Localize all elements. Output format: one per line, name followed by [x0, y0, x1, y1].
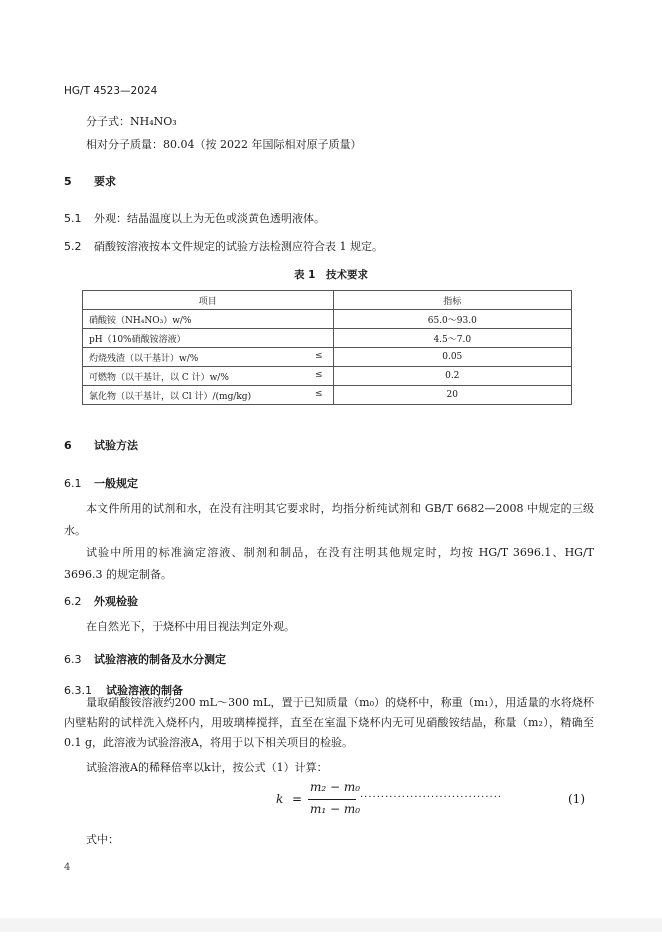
column-header-item: 项目	[83, 291, 334, 310]
section-title: 外观检验	[94, 595, 138, 608]
item-label: pH（10%硝酸铵溶液）	[89, 334, 186, 345]
section-title: 试验方法	[94, 439, 138, 452]
row-value: 65.0～93.0	[333, 310, 571, 329]
section-number: 6.3	[64, 653, 82, 666]
row-value: 20	[333, 386, 571, 405]
section-text: 外观：结晶温度以上为无色或淡黄色透明液体。	[94, 212, 325, 225]
spec-table	[82, 290, 572, 405]
paragraph-dilution: 试验溶液A的稀释倍率以k计，按公式（1）计算：	[86, 761, 328, 774]
section-number: 6.3.1	[64, 684, 92, 697]
section-5-2	[64, 238, 383, 254]
column-header-value: 指标	[333, 291, 571, 310]
le-symbol: ≤	[314, 389, 323, 399]
row-item	[83, 310, 334, 329]
page-number: 4	[64, 862, 71, 873]
formula-denominator: m₁ − m₀	[310, 802, 361, 816]
standard-code: HG/T 4523—2024	[64, 85, 158, 97]
le-symbol: ≤	[314, 351, 323, 361]
formula-numerator: m₂ − m₀	[310, 780, 361, 794]
item-label: 硝酸铵（NH₄NO₃）w/%	[89, 315, 192, 326]
formula-label: (1)	[568, 792, 585, 806]
section-6-heading	[64, 437, 138, 453]
row-item	[83, 329, 334, 348]
fraction-bar	[308, 799, 356, 800]
section-number: 6.1	[64, 477, 82, 490]
molecular-mass: 相对分子质量：80.04（按 2022 年国际相对原子质量）	[86, 138, 362, 151]
section-number: 6	[64, 439, 72, 452]
item-label: 氯化物（以干基计，以 Cl 计）/(mg/kg)	[89, 391, 252, 402]
section-number: 5	[64, 175, 72, 188]
section-number: 5.2	[64, 240, 82, 253]
section-title: 试验溶液的制备	[106, 684, 183, 697]
table-row	[83, 386, 572, 405]
molecular-formula: 分子式：NH₄NO₃	[86, 115, 177, 128]
item-label: 灼烧残渣（以干基计）w/%	[89, 353, 199, 364]
paragraph-6-1-2: 试验中所用的标准滴定溶液、制剂和制品，在没有注明其他规定时，均按 HG/T 3696.1、HG/T 3696.3 的规定制备。	[64, 546, 594, 581]
row-item	[83, 386, 334, 405]
paragraph-6-1-1: 本文件所用的试剂和水，在没有注明其它要求时，均指分析纯试剂和 GB/T 6682—2008 中规定的三级水。	[64, 502, 594, 537]
section-title: 试验溶液的制备及水分测定	[94, 653, 226, 666]
section-6-2-heading	[64, 593, 138, 609]
table-header-row	[83, 291, 572, 310]
table-row	[83, 348, 572, 367]
section-6-3-heading	[64, 651, 226, 667]
item-label: 可燃物（以干基计，以 C 计）w/%	[89, 372, 229, 383]
section-5-heading	[64, 173, 116, 189]
section-title: 要求	[94, 175, 116, 188]
table-caption: 表 1 技术要求	[294, 269, 368, 281]
where-label: 式中：	[86, 833, 119, 846]
row-item	[83, 367, 334, 386]
table-row	[83, 310, 572, 329]
row-item	[83, 348, 334, 367]
section-number: 6.2	[64, 595, 82, 608]
section-title: 一般规定	[94, 477, 138, 490]
formula-equals: =	[292, 792, 303, 806]
paragraph-6-2: 在自然光下，于烧杯中用目视法判定外观。	[86, 620, 295, 633]
section-6-1-heading	[64, 475, 138, 491]
row-value: 0.05	[333, 348, 571, 367]
table-row	[83, 329, 572, 348]
row-value: 0.2	[333, 367, 571, 386]
table-row	[83, 367, 572, 386]
section-number: 5.1	[64, 212, 82, 225]
section-text: 硝酸铵溶液按本文件规定的试验方法检测应符合表 1 规定。	[94, 240, 383, 253]
section-5-1	[64, 210, 325, 226]
paragraph-6-3-1: 量取硝酸铵溶液约200 mL～300 mL，置于已知质量（m₀）的烧杯中，称重（m₁），用适量的水将烧杯内壁粘附的试样洗入烧杯内，用玻璃棒搅拌，直至在室温下烧杯内无可见硝酸铵结晶，称量（m₂），精确至0.1 g，此溶液为试验溶液A，将用于以下相关项目的检验。	[64, 696, 594, 749]
formula-leader-dots: ··································	[360, 792, 503, 803]
le-symbol: ≤	[314, 370, 323, 380]
formula-lhs: k	[276, 792, 284, 806]
row-value: 4.5～7.0	[333, 329, 571, 348]
footer-watermark-band	[0, 918, 662, 932]
